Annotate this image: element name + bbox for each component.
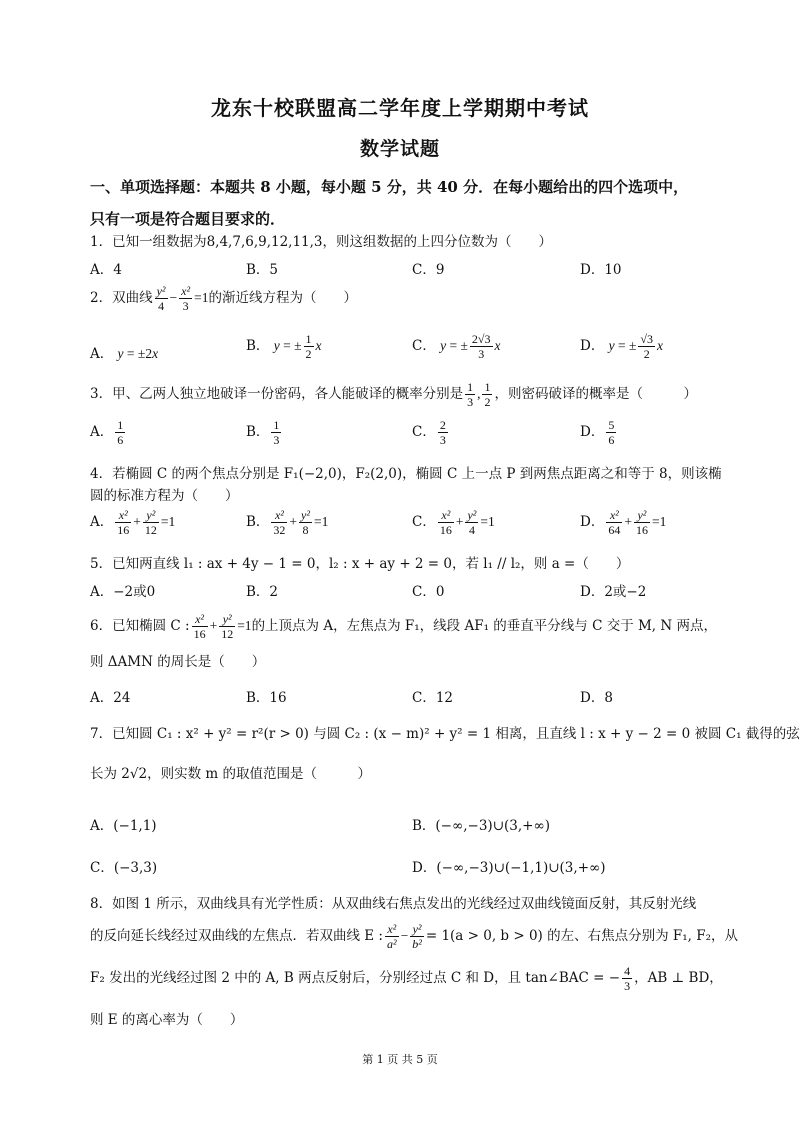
q7-line2: 长为 2√2，则实数 m 的取值范围是（ ） xyxy=(90,766,371,782)
q1-option-b: B．5 xyxy=(246,262,279,278)
q3-stem: 3．甲、乙两人独立地破译一份密码，各人能破译的概率分别是 $\frac{1}{3}$ , $\frac{1}{2}$ ，则密码破译的概率是（ ） xyxy=(90,380,697,409)
q8-line2: 的反向延长线经过双曲线的左焦点．若双曲线 E : $\frac{\text{x²}}{\text{a²}}$ − $\frac{\text{y²}}{\text{b²}}$ = 1(a > 0, b > 0) 的左、右焦点分别为 F₁, F₂，从 xyxy=(90,922,739,951)
exam-subtitle: 数学试题 xyxy=(359,138,440,160)
q3-option-a: A． $\frac{1}{6}$ xyxy=(90,418,124,447)
q7-option-c: C．(−3,3) xyxy=(90,860,158,876)
q2-frac-y: $\frac{\text{y²}}{4}$ xyxy=(156,284,166,313)
q6-line2: 则 ΔAMN 的周长是（ ） xyxy=(90,654,266,670)
q2-frac-x: $\frac{\text{x²}}{3}$ xyxy=(181,284,191,313)
q4-option-c: C． $\frac{\text{x²}}{16}$ + $\frac{\text{y²}}{4}$ =1 xyxy=(412,508,495,537)
q7-option-b: B．(−∞,−3)∪(3,+∞) xyxy=(412,818,550,834)
q8-line4: 则 E 的离心率为（ ） xyxy=(90,1012,244,1028)
q3-option-d: D． $\frac{5}{6}$ xyxy=(580,418,615,447)
q6-option-b: B．16 xyxy=(246,690,287,706)
q1-stem: 1．已知一组数据为8,4,7,6,9,12,11,3，则这组数据的上四分位数为（ ） xyxy=(90,234,553,250)
q6-option-a: A．24 xyxy=(90,690,131,706)
q6-stem: 6．已知椭圆 C : $\frac{\text{x²}}{16}$ + $\frac{\text{y²}}{12}$ =1的上顶点为 A，左焦点为 F₁，线段 AF₁ 的垂直平分线与 C 交于 M, N 两点， xyxy=(90,612,717,641)
q2-option-d: D． y = ± $\frac{√3}{2}$ x xyxy=(580,332,663,361)
q8-line1: 8．如图 1 所示，双曲线具有光学性质：从双曲线右焦点发出的光线经过双曲线镜面反射，其反射光线 xyxy=(90,896,697,912)
q4-option-d: D． $\frac{\text{x²}}{64}$ + $\frac{\text{y²}}{16}$ =1 xyxy=(580,508,667,537)
q2-prefix: 2．双曲线 xyxy=(90,290,153,306)
q7-option-a: A．(−1,1) xyxy=(90,818,157,834)
section-heading-line1: 一、单项选择题：本题共 8 小题，每小题 5 分，共 40 分．在每小题给出的四个选项中， xyxy=(90,178,689,196)
q1-option-c: C．9 xyxy=(412,262,445,278)
q3-option-c: C． $\frac{2}{3}$ xyxy=(412,418,446,447)
q3-option-b: B． $\frac{1}{3}$ xyxy=(246,418,280,447)
q5-option-a: A．−2或0 xyxy=(90,584,156,600)
exam-title: 龙东十校联盟高二学年度上学期期中考试 xyxy=(211,96,589,120)
q6-option-d: D．8 xyxy=(580,690,613,706)
q5-option-c: C．0 xyxy=(412,584,445,600)
q5-option-b: B．2 xyxy=(246,584,279,600)
q1-option-a: A．4 xyxy=(90,262,122,278)
q2-option-c: C． y = ± $\frac{2√3}{3}$ x xyxy=(412,332,501,361)
q2-suffix: 的渐近线方程为（ ） xyxy=(208,290,357,306)
q2-option-b: B． y = ± $\frac{1}{2}$ x xyxy=(246,332,322,361)
page-footer: 第 1 页 共 5 页 xyxy=(362,1053,438,1066)
q5-stem: 5．已知两直线 l₁ : ax + 4y − 1 = 0，l₂ : x + ay + 2 = 0，若 l₁ // l₂，则 a =（ ） xyxy=(90,556,630,572)
q4-option-b: B． $\frac{\text{x²}}{32}$ + $\frac{\text{y²}}{8}$ =1 xyxy=(246,508,329,537)
q4-option-a: A． $\frac{\text{x²}}{16}$ + $\frac{\text{y²}}{12}$ =1 xyxy=(90,508,176,537)
q2-option-a: A． y = ±2x xyxy=(90,346,159,362)
q4-line1: 4．若椭圆 C 的两个焦点分别是 F₁(−2,0)，F₂(2,0)，椭圆 C 上一点 P 到两焦点距离之和等于 8，则该椭 xyxy=(90,466,722,482)
q1-option-d: D．10 xyxy=(580,262,622,278)
q4-line2: 圆的标准方程为（ ） xyxy=(90,488,239,504)
q7-line1: 7．已知圆 C₁ : x² + y² = r²(r > 0) 与圆 C₂ : (x − m)² + y² = 1 相离，且直线 l : x + y − 2 = 0 被圆 C₁ 截得的弦 xyxy=(90,726,800,742)
q2-stem: 2．双曲线 $\frac{\text{y²}}{4}$ − $\frac{\text{x²}}{3}$ =1的渐近线方程为（ ） xyxy=(90,284,357,313)
q6-option-c: C．12 xyxy=(412,690,454,706)
section-heading-line2: 只有一项是符合题目要求的． xyxy=(90,210,286,228)
q7-option-d: D．(−∞,−3)∪(−1,1)∪(3,+∞) xyxy=(412,860,606,876)
q8-line3: F₂ 发出的光线经过图 2 中的 A, B 两点反射后，分别经过点 C 和 D，且 tan∠BAC = − $\frac{4}{3}$ ，AB ⊥ BD， xyxy=(90,964,723,993)
q5-option-d: D．2或−2 xyxy=(580,584,647,600)
